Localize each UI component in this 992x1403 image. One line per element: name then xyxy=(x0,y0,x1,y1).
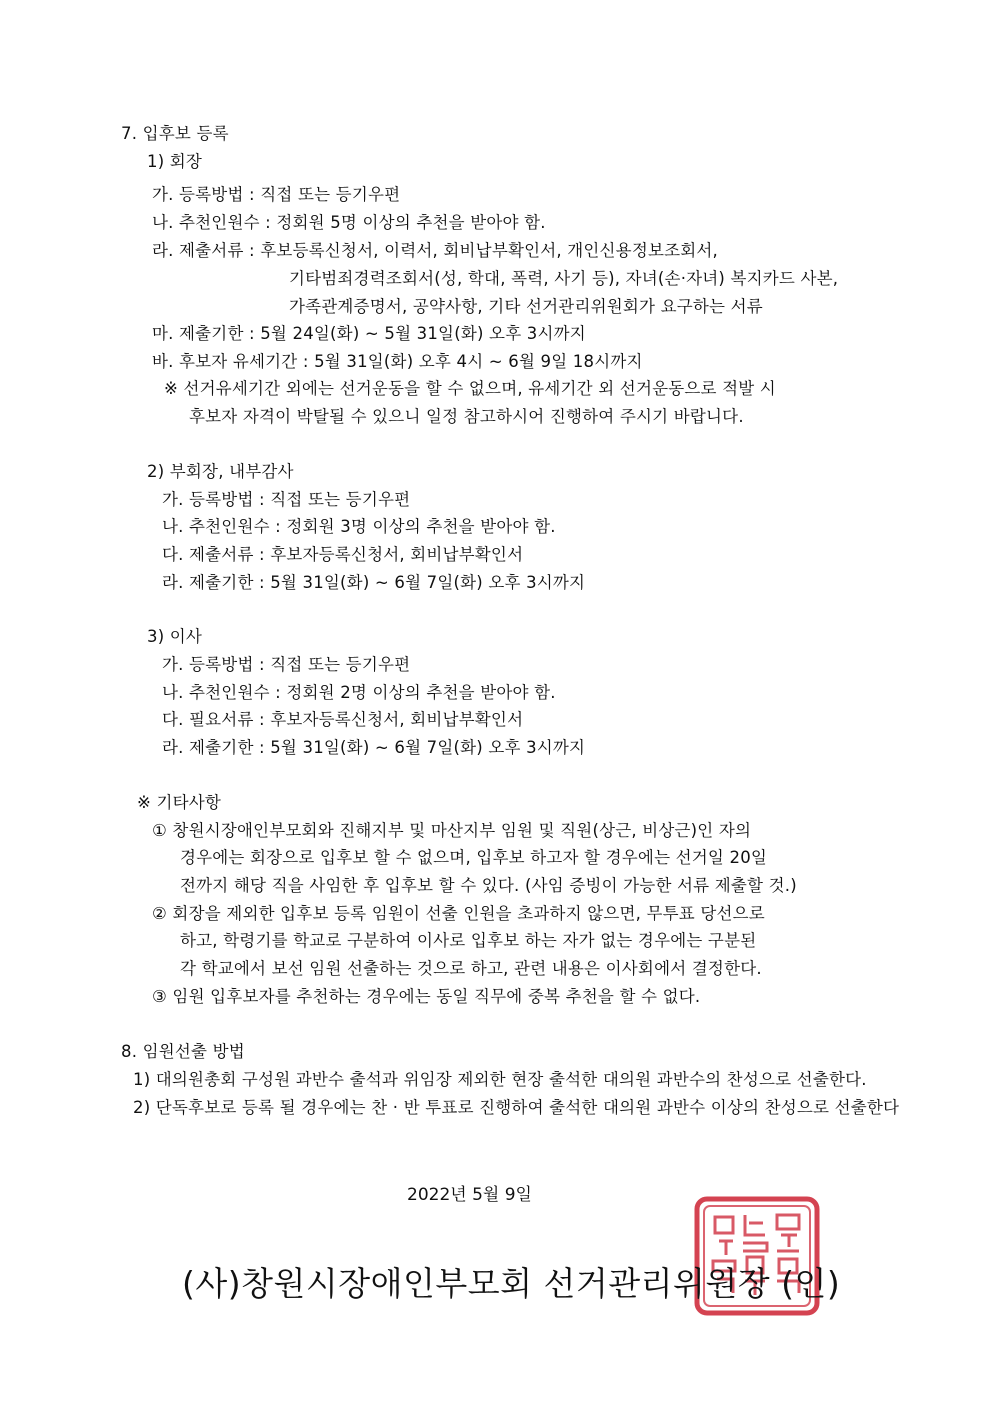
s7-1-ba: 바. 후보자 유세기간 : 5월 31일(화) 오후 4시 ~ 6월 9일 18시까지 xyxy=(152,352,643,371)
s7-1-ra-line3: 가족관계증명서, 공약사항, 기타 선거관리위원회가 요구하는 서류 xyxy=(289,297,763,316)
s7-2-da: 다. 제출서류 : 후보자등록신청서, 회비납부확인서 xyxy=(162,545,524,564)
s7-3-na: 나. 추천인원수 : 정회원 2명 이상의 추천을 받아야 함. xyxy=(162,683,556,702)
s7-3-ra: 라. 제출기한 : 5월 31일(화) ~ 6월 7일(화) 오후 3시까지 xyxy=(162,738,586,757)
misc-item-1-line1: ① 창원시장애인부모회와 진해지부 및 마산지부 임원 및 직원(상근, 비상근)인 자의 xyxy=(152,821,752,840)
misc-item-1-line2: 경우에는 회장으로 입후보 할 수 없으며, 입후보 하고자 할 경우에는 선거일 20일 xyxy=(180,848,768,867)
s7-3-da: 다. 필요서류 : 후보자등록신청서, 회비납부확인서 xyxy=(162,710,524,729)
section-7-title: 7. 입후보 등록 xyxy=(121,124,229,143)
s8-item-2: 2) 단독후보로 등록 될 경우에는 찬 · 반 투표로 진행하여 출석한 대의원 과반수 이상의 찬성으로 선출한다 xyxy=(133,1098,900,1117)
misc-item-2-line2: 하고, 학령기를 학교로 구분하여 이사로 입후보 하는 자가 없는 경우에는 구분된 xyxy=(180,931,757,950)
s7-3-ga: 가. 등록방법 : 직접 또는 등기우편 xyxy=(162,655,411,674)
s7-1-ga: 가. 등록방법 : 직접 또는 등기우편 xyxy=(152,185,401,204)
s7-1-ma: 마. 제출기한 : 5월 24일(화) ~ 5월 31일(화) 오후 3시까지 xyxy=(152,324,586,343)
misc-item-2-line3: 각 학교에서 보선 임원 선출하는 것으로 하고, 관련 내용은 이사회에서 결정한다. xyxy=(180,959,762,978)
s7-2-ra: 라. 제출기한 : 5월 31일(화) ~ 6월 7일(화) 오후 3시까지 xyxy=(162,573,586,592)
s7-1-note-line2: 후보자 자격이 박탈될 수 있으니 일정 참고하시어 진행하여 주시기 바랍니다. xyxy=(189,407,744,426)
s8-item-1: 1) 대의원총회 구성원 과반수 출석과 위임장 제외한 현장 출석한 대의원 과반수의 찬성으로 선출한다. xyxy=(133,1070,867,1089)
misc-item-1-line3: 전까지 해당 직을 사임한 후 입후보 할 수 있다. (사임 증빙이 가능한 서류 제출할 것.) xyxy=(180,876,797,895)
s7-3-heading: 3) 이사 xyxy=(147,627,203,646)
misc-heading: ※ 기타사항 xyxy=(137,793,222,812)
misc-item-2-line1: ② 회장을 제외한 입후보 등록 임원이 선출 인원을 초과하지 않으면, 무투표 당선으로 xyxy=(152,904,765,923)
misc-item-3: ③ 임원 입후보자를 추천하는 경우에는 동일 직무에 중복 추천을 할 수 없다. xyxy=(152,987,701,1006)
signature-line: (사)창원시장애인부모회 선거관리위원장 (인) xyxy=(182,1264,841,1303)
section-8-title: 8. 임원선출 방법 xyxy=(121,1042,245,1061)
s7-1-heading: 1) 회장 xyxy=(147,152,203,171)
s7-2-ga: 가. 등록방법 : 직접 또는 등기우편 xyxy=(162,490,411,509)
s7-1-na: 나. 추천인원수 : 정회원 5명 이상의 추천을 받아야 함. xyxy=(152,213,546,232)
s7-1-ra-line2: 기타범죄경력조회서(성, 학대, 폭력, 사기 등), 자녀(손·자녀) 복지카드 사본, xyxy=(289,269,839,288)
s7-1-note-line1: ※ 선거유세기간 외에는 선거운동을 할 수 없으며, 유세기간 외 선거운동으로 적발 시 xyxy=(164,379,776,398)
document-date: 2022년 5월 9일 xyxy=(407,1185,532,1205)
s7-2-na: 나. 추천인원수 : 정회원 3명 이상의 추천을 받아야 함. xyxy=(162,517,556,536)
s7-1-ra-line1: 라. 제출서류 : 후보등록신청서, 이력서, 회비납부확인서, 개인신용정보조회서, xyxy=(152,241,718,260)
s7-2-heading: 2) 부회장, 내부감사 xyxy=(147,462,294,481)
